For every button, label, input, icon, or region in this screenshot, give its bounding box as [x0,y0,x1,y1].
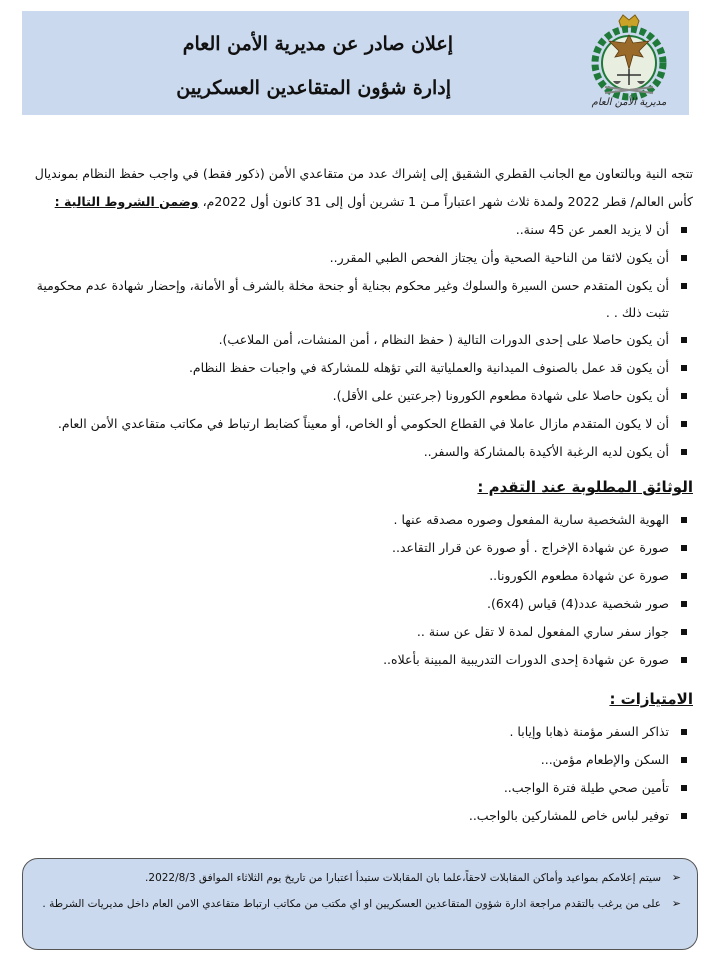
conditions-list [24,216,693,466]
benefit-item: تذاكر السفر مؤمنة ذهابا وإيابا . [24,718,693,746]
benefit-item: تأمين صحي طيلة فترة الواجب.. [24,774,693,802]
condition-item: أن يكون قد عمل بالصنوف الميدانية والعملياتية التي تؤهله للمشاركة في واجبات حفظ النظام. [24,354,693,382]
header-banner [22,11,689,115]
document-item: الهوية الشخصية سارية المفعول وصوره مصدقه عنها . [24,506,693,534]
document-item: صورة عن شهادة مطعوم الكورونا.. [24,562,693,590]
benefit-item: توفير لباس خاص للمشاركين بالواجب.. [24,802,693,830]
benefits-list [24,718,693,830]
document-item: جواز سفر ساري المفعول لمدة لا تقل عن سنة .. [24,618,693,646]
condition-item: أن لا يزيد العمر عن 45 سنة.. [24,216,693,244]
intro-line-2-text: كأس العالم/ قطر 2022 ولمدة ثلاث شهر اعتباراً مـن 1 تشرين أول إلى 31 كانون أول 2022م، [198,194,693,209]
documents-heading [24,474,693,500]
document-item: صورة عن شهادة الإخراج . أو صورة عن قرار التقاعد.. [24,534,693,562]
condition-item: أن يكون لائقا من الناحية الصحية وأن يجتاز الفحص الطبي المقرر.. [24,244,693,272]
intro-line-1: تتجه النية وبالتعاون مع الجانب القطري الشقيق إلى إشراك عدد من متقاعدي الأمن (ذكور فقط) في واجب حفظ النظام بمونديال [34,166,693,181]
documents-heading-text: الوثائق المطلوبة عند التقدم : [477,478,693,496]
announcement-title: إعلان صادر عن مديرية الأمن العام [182,33,453,55]
note-item [39,897,681,911]
document-item: صور شخصية عدد(4) قياس (6x4). [24,590,693,618]
note-item [39,871,681,885]
condition-item: أن لا يكون المتقدم مازال عاملا في القطاع الحكومي أو الخاص، أو معيناً كضابط ارتباط في مكاتب متقاعدي الأمن العام. [24,410,693,438]
arrow-bullet-icon: ➢ [671,871,681,884]
announcement-body [24,160,693,830]
conditions-heading: وضمن الشروط التالية : [54,194,199,209]
arrow-bullet-icon: ➢ [671,897,681,910]
condition-item: أن يكون لديه الرغبة الأكيدة بالمشاركة والسفر.. [24,438,693,466]
note-text: على من يرغب بالتقدم مراجعة ادارة شؤون المتقاعدين العسكريين او اي مكتب من مكاتب ارتباط متقاعدي الامن العام داخل مديريات الشرطة . [42,898,661,910]
documents-list [24,506,693,674]
crown-icon [619,15,639,27]
benefits-heading [24,686,693,712]
emblem-caption: مديرية الأمن العام [591,97,667,108]
intro-paragraph [24,160,693,216]
condition-item: أن يكون حاصلا على إحدى الدورات التالية ( حفظ النظام ، أمن المنشات، أمن الملاعب). [24,326,693,354]
note-text: سيتم إعلامكم بمواعيد وأماكن المقابلات لاحقاً،علما بان المقابلات ستبدأ اعتبارا من تاريخ يوم الثلاثاء الموافق 2022/8/3. [145,872,661,884]
intro-line-2 [24,188,693,216]
benefit-item: السكن والإطعام مؤمن... [24,746,693,774]
condition-item: أن يكون حاصلا على شهادة مطعوم الكورونا (جرعتين على الأقل). [24,382,693,410]
department-title: إدارة شؤون المتقاعدين العسكريين [176,77,451,99]
notes-box [22,858,698,950]
benefits-heading-text: الامتيازات : [609,690,693,708]
document-item: صورة عن شهادة إحدى الدورات التدريبية المبينة بأعلاه.. [24,646,693,674]
condition-item: أن يكون المتقدم حسن السيرة والسلوك وغير محكوم بجناية أو جنحة مخلة بالشرف أو الأمانة، وإحضار شهادة عدم محكومية تثبت ذلك . . [24,272,693,326]
